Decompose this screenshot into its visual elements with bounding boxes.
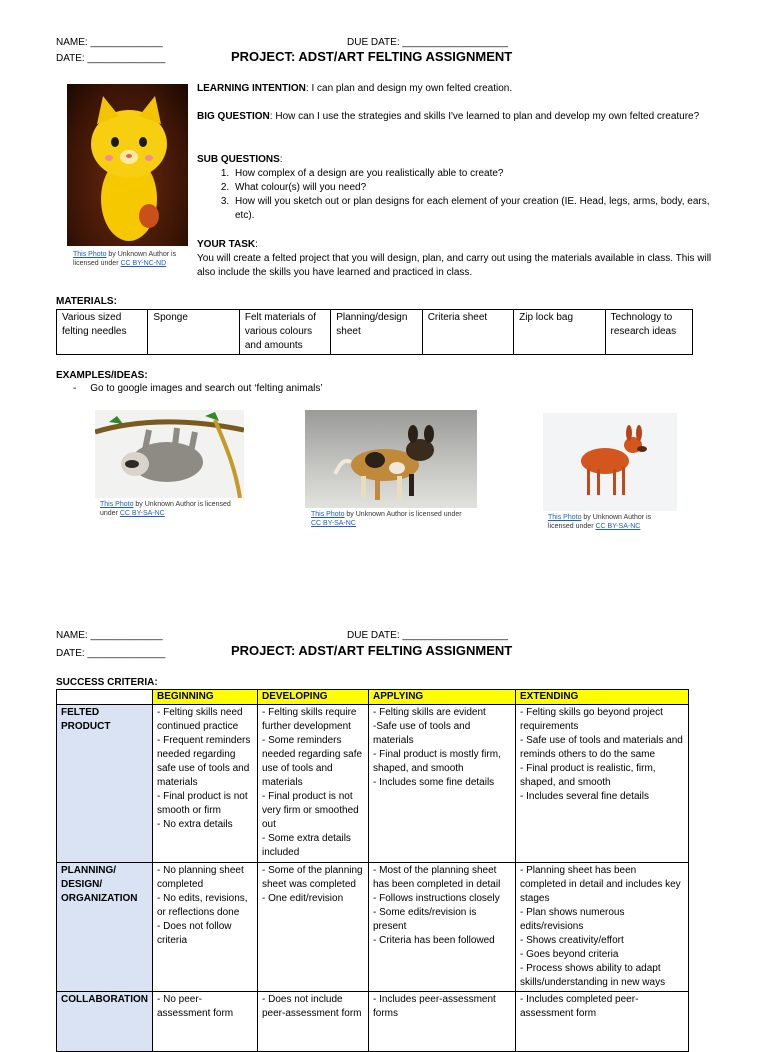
date-field-label-2: DATE: ______________ (56, 648, 166, 659)
criteria-line: - Includes several fine details (520, 791, 649, 802)
criteria-line: - One edit/revision (262, 893, 344, 904)
criteria-line: - Some extra details included (262, 833, 351, 858)
material-cell: Planning/design sheet (331, 310, 422, 355)
material-cell: Various sized felting needles (57, 310, 148, 355)
criteria-cell (369, 863, 516, 992)
big-question: BIG QUESTION: How can I use the strategies and skills I've learned to plan and develop my own felted creature? (197, 111, 700, 122)
cat-photo-credit: This Photo by Unknown Author is licensed under CC BY-NC-ND (73, 251, 177, 267)
criteria-line: - Does not include peer-assessment form (262, 994, 362, 1019)
criteria-line: - Does not follow criteria (157, 921, 232, 946)
material-cell: Technology to research ideas (605, 310, 692, 355)
felted-cat-illustration (67, 84, 188, 246)
felted-wild-dog-photo (305, 410, 477, 508)
criteria-line: - Final product is realistic, firm, shaped, and smooth (520, 763, 656, 788)
criteria-cell (369, 705, 516, 863)
name-field-label: NAME: _____________ (56, 37, 163, 48)
fawn-license-link[interactable]: CC BY-SA-NC (595, 523, 641, 530)
criteria-cell (153, 705, 258, 863)
row-head-collaboration: COLLABORATION (57, 992, 153, 1052)
felted-sloth-illustration (95, 410, 244, 498)
page-title-2: PROJECT: ADST/ART FELTING ASSIGNMENT (231, 643, 513, 658)
criteria-cell (516, 992, 689, 1052)
fawn-photo-credit: This Photo by Unknown Author is licensed under CC BY-SA-NC (548, 514, 652, 530)
criteria-line: - No planning sheet completed (157, 865, 244, 890)
criteria-line: - Felting skills go beyond project requirements (520, 707, 663, 732)
date-field-label: DATE: ______________ (56, 53, 166, 64)
criteria-line: - No edits, revisions, or reflections done (157, 893, 248, 918)
criteria-line: - Plan shows numerous edits/revisions (520, 907, 625, 932)
criteria-line: - Felting skills need continued practice (157, 707, 243, 732)
criteria-line: - Felting skills are evident (373, 707, 486, 718)
criteria-line: - Most of the planning sheet has been completed in detail (373, 865, 501, 890)
examples-heading: EXAMPLES/IDEAS: (56, 370, 148, 381)
cat-photo-link[interactable]: This Photo (73, 251, 107, 258)
dog-photo-link[interactable]: This Photo (311, 511, 345, 518)
criteria-cell (516, 863, 689, 992)
column-beginning: BEGINNING (153, 690, 258, 705)
name-field-label-2: NAME: _____________ (56, 630, 163, 641)
criteria-header-row (57, 690, 689, 705)
sub-question-item: 1. How complex of a design are you realistically able to create? (232, 167, 722, 181)
sloth-photo-credit: This Photo by Unknown Author is licensed under CC BY-SA-NC (100, 501, 231, 517)
material-cell: Zip lock bag (514, 310, 605, 355)
due-date-field-label-2: DUE DATE: ___________________ (347, 630, 509, 641)
sub-question-item: 2. What colour(s) will you need? (232, 181, 722, 195)
criteria-cell (516, 705, 689, 863)
examples-bullet: - Go to google images and search out ‘felting animals’ (73, 383, 323, 394)
cat-license-link[interactable]: CC BY-NC-ND (120, 260, 167, 267)
criteria-cell (258, 863, 369, 992)
success-criteria-heading: SUCCESS CRITERIA: (56, 677, 158, 688)
sloth-license-link[interactable]: CC BY-SA-NC (119, 510, 165, 517)
felted-sloth-photo (95, 410, 244, 498)
criteria-line: - Frequent reminders needed regarding safe use of tools and materials (157, 735, 251, 788)
your-task-text: You will create a felted project that you will design, plan, and carry out using the materials available in class. This will also include the skills you have learned and practiced in class. (197, 253, 712, 278)
criteria-line: -Safe use of tools and materials (373, 721, 471, 746)
criteria-cell (369, 992, 516, 1052)
criteria-line: - Includes peer-assessment forms (373, 994, 496, 1019)
material-cell: Felt materials of various colours and amounts (239, 310, 330, 355)
sub-question-item: 3. How will you sketch out or plan designs for each element of your creation (IE. Head, legs, arms, body, ears, etc). (232, 195, 722, 223)
criteria-line: - Some edits/revision is present (373, 907, 477, 932)
criteria-line: - Shows creativity/effort (520, 935, 624, 946)
criteria-line: - Criteria has been followed (373, 935, 495, 946)
criteria-line: - Safe use of tools and materials and reminds others to do the same (520, 735, 683, 760)
criteria-line: - Includes some fine details (373, 777, 495, 788)
your-task: YOUR TASK: You will create a felted project that you will design, plan, and carry out using the materials available in class. This will also include the skills you have learned and practiced in class. (197, 238, 717, 280)
column-applying: APPLYING (369, 690, 516, 705)
learning-intention: LEARNING INTENTION: I can plan and design my own felted creation. (197, 83, 513, 94)
criteria-line: - Goes beyond criteria (520, 949, 619, 960)
material-cell: Criteria sheet (422, 310, 513, 355)
table-row (57, 992, 689, 1052)
column-extending: EXTENDING (516, 690, 689, 705)
criteria-cell (153, 992, 258, 1052)
page-title: PROJECT: ADST/ART FELTING ASSIGNMENT (231, 49, 513, 64)
material-cell: Sponge (148, 310, 239, 355)
table-row (57, 705, 689, 863)
felted-cat-photo (67, 84, 188, 246)
criteria-line: - Final product is not very firm or smoothed out (262, 791, 359, 830)
criteria-line: - Includes completed peer-assessment form (520, 994, 639, 1019)
due-date-field-label: DUE DATE: ___________________ (347, 37, 509, 48)
materials-table (56, 309, 693, 355)
criteria-line: - Some of the planning sheet was completed (262, 865, 363, 890)
criteria-line: - No extra details (157, 819, 233, 830)
felted-wild-dog-illustration (305, 410, 477, 508)
materials-heading: MATERIALS: (56, 296, 117, 307)
sloth-photo-link[interactable]: This Photo (100, 501, 134, 508)
felted-fawn-illustration (543, 413, 677, 511)
column-developing: DEVELOPING (258, 690, 369, 705)
criteria-line: - Final product is not smooth or firm (157, 791, 248, 816)
criteria-line: - Follows instructions closely (373, 893, 500, 904)
criteria-line: - Felting skills require further development (262, 707, 357, 732)
fawn-photo-link[interactable]: This Photo (548, 514, 582, 521)
dog-license-link[interactable]: CC BY-SA-NC (311, 520, 356, 527)
table-row (57, 863, 689, 992)
criteria-line: - Process shows ability to adapt skills/understanding in new ways (520, 963, 666, 988)
sub-questions-list (197, 167, 722, 223)
felted-fawn-photo (543, 413, 677, 511)
criteria-corner-cell (57, 690, 153, 705)
criteria-line: - Some reminders needed regarding safe use of tools and materials (262, 735, 363, 788)
criteria-line: - No peer-assessment form (157, 994, 234, 1019)
row-head-planning: PLANNING/ DESIGN/ ORGANIZATION (57, 863, 153, 992)
criteria-cell (258, 992, 369, 1052)
sub-questions: SUB QUESTIONS: 1. How complex of a design are you realistically able to create? 2. What colour(s) will you need? 3. How will you sketch out or plan designs for each element of your creation (IE. Head, legs, arms, body, ears, etc). (197, 153, 722, 223)
criteria-line: - Planning sheet has been completed in detail and includes key stages (520, 865, 681, 904)
dog-photo-credit: This Photo by Unknown Author is licensed under CC BY-SA-NC (311, 511, 462, 527)
criteria-line: - Final product is mostly firm, shaped, and smooth (373, 749, 501, 774)
criteria-cell (153, 863, 258, 992)
criteria-cell (258, 705, 369, 863)
row-head-felted-product: FELTED PRODUCT (57, 705, 153, 863)
success-criteria-table (56, 689, 689, 1052)
